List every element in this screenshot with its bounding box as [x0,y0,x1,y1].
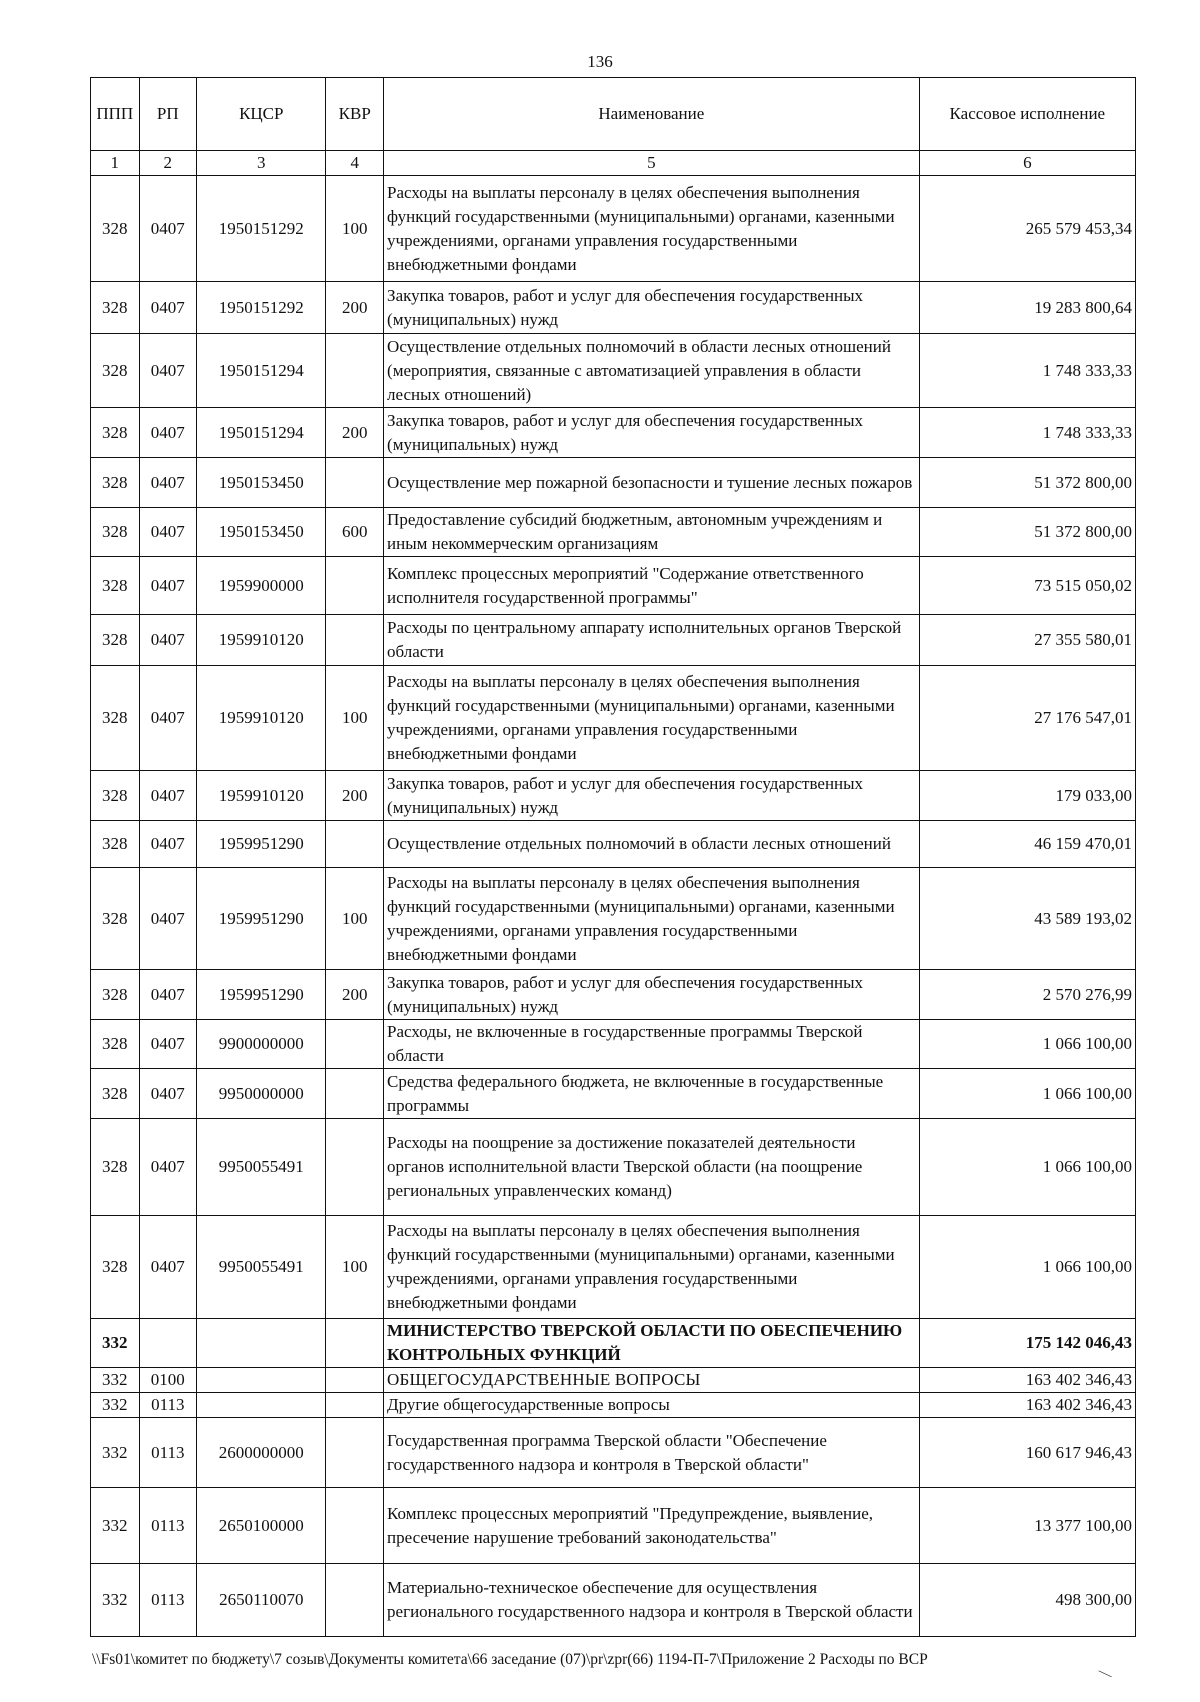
cell-kvr [326,458,384,508]
cell-kcsr: 1950151292 [197,176,326,282]
cell-ppp: 332 [91,1368,140,1393]
table-row [91,771,1136,821]
table-row [91,1216,1136,1319]
cell-rp: 0407 [139,282,197,334]
cell-kcsr: 1959910120 [197,771,326,821]
cell-kcsr: 1959951290 [197,868,326,970]
cell-kvr [326,1020,384,1069]
cell-amount: 19 283 800,64 [919,282,1135,334]
cell-rp: 0407 [139,176,197,282]
header-amount: Кассовое исполнение [919,78,1135,151]
cell-kvr: 200 [326,771,384,821]
cell-kvr [326,1319,384,1368]
cell-amount: 27 176 547,01 [919,666,1135,771]
cell-rp: 0407 [139,666,197,771]
cell-kcsr: 9950055491 [197,1119,326,1216]
column-number-row [91,151,1136,176]
table-row [91,1119,1136,1216]
cell-rp: 0407 [139,408,197,458]
cell-kcsr: 1959951290 [197,970,326,1020]
cell-amount: 1 748 333,33 [919,408,1135,458]
cell-ppp: 328 [91,1119,140,1216]
cell-kcsr [197,1319,326,1368]
cell-rp: 0407 [139,970,197,1020]
table-row [91,176,1136,282]
cell-kvr [326,1393,384,1418]
cell-ppp: 328 [91,408,140,458]
cell-kcsr [197,1393,326,1418]
cell-amount: 179 033,00 [919,771,1135,821]
cell-kcsr: 9950000000 [197,1069,326,1119]
header-rp: РП [139,78,197,151]
header-row [91,78,1136,151]
cell-ppp: 328 [91,868,140,970]
cell-name: Закупка товаров, работ и услуг для обеспечения государственных (муниципальных) нужд [384,282,920,334]
cell-kcsr: 1950153450 [197,458,326,508]
table-row [91,1564,1136,1637]
cell-ppp: 328 [91,1216,140,1319]
cell-rp: 0407 [139,1119,197,1216]
cell-ppp: 332 [91,1564,140,1637]
table-row [91,666,1136,771]
cell-ppp: 332 [91,1488,140,1564]
cell-rp: 0407 [139,1216,197,1319]
cell-kcsr: 1959910120 [197,666,326,771]
table-row [91,508,1136,557]
cell-amount: 163 402 346,43 [919,1393,1135,1418]
cell-rp [139,1319,197,1368]
cell-rp: 0407 [139,1069,197,1119]
cell-rp: 0113 [139,1418,197,1488]
cell-ppp: 328 [91,970,140,1020]
cell-kcsr: 9900000000 [197,1020,326,1069]
table-row [91,1393,1136,1418]
cell-ppp: 332 [91,1393,140,1418]
cell-amount: 2 570 276,99 [919,970,1135,1020]
cell-amount: 1 748 333,33 [919,334,1135,408]
cell-kcsr: 1959951290 [197,821,326,868]
cell-kcsr: 9950055491 [197,1216,326,1319]
cell-name: Другие общегосударственные вопросы [384,1393,920,1418]
cell-kvr [326,1418,384,1488]
cell-rp: 0113 [139,1393,197,1418]
table-row [91,1319,1136,1368]
cell-rp: 0407 [139,334,197,408]
header-kvr: КВР [326,78,384,151]
cell-kvr: 100 [326,666,384,771]
table-row [91,458,1136,508]
cell-name: ОБЩЕГОСУДАРСТВЕННЫЕ ВОПРОСЫ [384,1368,920,1393]
cell-amount: 51 372 800,00 [919,458,1135,508]
cell-ppp: 328 [91,508,140,557]
cell-name: Расходы на выплаты персоналу в целях обеспечения выполнения функций государственными (муниципальными) органами, казенными учреждениями, органами управления государственными внебюджетными фондами [384,176,920,282]
cell-name: Расходы на выплаты персоналу в целях обеспечения выполнения функций государственными (муниципальными) органами, казенными учреждениями, органами управления государственными внебюджетными фондами [384,1216,920,1319]
cell-name: Закупка товаров, работ и услуг для обеспечения государственных (муниципальных) нужд [384,970,920,1020]
table-row [91,615,1136,666]
cell-ppp: 328 [91,334,140,408]
cell-name: Государственная программа Тверской области "Обеспечение государственного надзора и контроля в Тверской области" [384,1418,920,1488]
cell-name: Расходы, не включенные в государственные программы Тверской области [384,1020,920,1069]
cell-kvr: 200 [326,408,384,458]
cell-rp: 0407 [139,508,197,557]
footer-file-path: \\Fs01\комитет по бюджету\7 созыв\Документы комитета\66 заседание (07)\pr\zpr(66) 1194-П-7\Приложение 2 Расходы по ВСР [92,1651,928,1668]
cell-kcsr: 1959900000 [197,557,326,615]
table-row [91,1418,1136,1488]
table-row [91,1488,1136,1564]
cell-rp: 0407 [139,868,197,970]
cell-amount: 1 066 100,00 [919,1020,1135,1069]
cell-name: МИНИСТЕРСТВО ТВЕРСКОЙ ОБЛАСТИ ПО ОБЕСПЕЧЕНИЮ КОНТРОЛЬНЫХ ФУНКЦИЙ [384,1319,920,1368]
cell-kvr: 100 [326,868,384,970]
table-row [91,970,1136,1020]
cell-kcsr: 1950151294 [197,334,326,408]
cell-kvr [326,615,384,666]
cell-kvr [326,1368,384,1393]
cell-amount: 175 142 046,43 [919,1319,1135,1368]
column-number: 2 [139,151,197,176]
cell-amount: 43 589 193,02 [919,868,1135,970]
cell-amount: 46 159 470,01 [919,821,1135,868]
cell-rp: 0407 [139,1020,197,1069]
cell-rp: 0407 [139,615,197,666]
cell-amount: 73 515 050,02 [919,557,1135,615]
cell-amount: 163 402 346,43 [919,1368,1135,1393]
cell-kcsr: 1950151294 [197,408,326,458]
cell-ppp: 328 [91,821,140,868]
table-row [91,557,1136,615]
cell-name: Закупка товаров, работ и услуг для обеспечения государственных (муниципальных) нужд [384,771,920,821]
cell-name: Расходы на выплаты персоналу в целях обеспечения выполнения функций государственными (муниципальными) органами, казенными учреждениями, органами управления государственными внебюджетными фондами [384,868,920,970]
table-row [91,821,1136,868]
table-row [91,1368,1136,1393]
cell-ppp: 328 [91,771,140,821]
cell-kvr: 200 [326,282,384,334]
cell-ppp: 328 [91,176,140,282]
cell-ppp: 328 [91,1069,140,1119]
cell-amount: 265 579 453,34 [919,176,1135,282]
page-number: 136 [587,52,613,71]
cell-kvr [326,334,384,408]
cell-amount: 1 066 100,00 [919,1216,1135,1319]
cell-kvr [326,557,384,615]
cell-kvr: 100 [326,176,384,282]
cell-kcsr: 1950153450 [197,508,326,557]
cell-ppp: 328 [91,615,140,666]
cell-ppp: 328 [91,557,140,615]
cell-rp: 0407 [139,771,197,821]
column-number: 3 [197,151,326,176]
cell-rp: 0407 [139,458,197,508]
cell-amount: 27 355 580,01 [919,615,1135,666]
cell-kvr [326,1069,384,1119]
cell-kvr [326,821,384,868]
column-number: 4 [326,151,384,176]
cell-ppp: 328 [91,1020,140,1069]
cell-amount: 160 617 946,43 [919,1418,1135,1488]
cell-name: Предоставление субсидий бюджетным, автономным учреждениям и иным некоммерческим организациям [384,508,920,557]
cell-kcsr: 2600000000 [197,1418,326,1488]
cell-amount: 498 300,00 [919,1564,1135,1637]
column-number: 5 [384,151,920,176]
cell-name: Расходы по центральному аппарату исполнительных органов Тверской области [384,615,920,666]
column-number: 6 [919,151,1135,176]
cell-kcsr: 2650110070 [197,1564,326,1637]
cell-rp: 0407 [139,821,197,868]
budget-table [90,77,1136,1637]
cell-amount: 1 066 100,00 [919,1119,1135,1216]
table-row [91,408,1136,458]
cell-name: Комплекс процессных мероприятий "Предупреждение, выявление, пресечение нарушение требований законодательства" [384,1488,920,1564]
cell-name: Осуществление отдельных полномочий в области лесных отношений [384,821,920,868]
cell-ppp: 328 [91,666,140,771]
cell-rp: 0100 [139,1368,197,1393]
table-row [91,334,1136,408]
header-ppp: ППП [91,78,140,151]
cell-kvr: 600 [326,508,384,557]
cell-ppp: 332 [91,1319,140,1368]
header-kcsr: КЦСР [197,78,326,151]
table-row [91,282,1136,334]
cell-name: Расходы на поощрение за достижение показателей деятельности органов исполнительной власти Тверской области (на поощрение региональных управленческих команд) [384,1119,920,1216]
cell-amount: 13 377 100,00 [919,1488,1135,1564]
cell-kcsr: 2650100000 [197,1488,326,1564]
cell-kvr [326,1564,384,1637]
cell-kvr [326,1488,384,1564]
cell-kvr [326,1119,384,1216]
column-number: 1 [91,151,140,176]
table-row [91,1069,1136,1119]
cell-name: Материально-техническое обеспечение для осуществления регионального государственного надзора и контроля в Тверской области [384,1564,920,1637]
cell-kcsr: 1959910120 [197,615,326,666]
cell-kcsr [197,1368,326,1393]
cell-amount: 51 372 800,00 [919,508,1135,557]
header-name: Наименование [384,78,920,151]
cell-kvr: 100 [326,1216,384,1319]
cell-rp: 0113 [139,1564,197,1637]
cell-kvr: 200 [326,970,384,1020]
cell-rp: 0113 [139,1488,197,1564]
cell-name: Осуществление отдельных полномочий в области лесных отношений (мероприятия, связанные с автоматизацией управления в области лесных отношений) [384,334,920,408]
cell-name: Средства федерального бюджета, не включенные в государственные программы [384,1069,920,1119]
cell-name: Комплекс процессных мероприятий "Содержание ответственного исполнителя государственной программы" [384,557,920,615]
scan-mark: — [1095,1663,1115,1684]
cell-ppp: 328 [91,458,140,508]
cell-name: Расходы на выплаты персоналу в целях обеспечения выполнения функций государственными (муниципальными) органами, казенными учреждениями, органами управления государственными внебюджетными фондами [384,666,920,771]
cell-amount: 1 066 100,00 [919,1069,1135,1119]
cell-ppp: 328 [91,282,140,334]
cell-name: Осуществление мер пожарной безопасности и тушение лесных пожаров [384,458,920,508]
cell-ppp: 332 [91,1418,140,1488]
table-row [91,868,1136,970]
cell-name: Закупка товаров, работ и услуг для обеспечения государственных (муниципальных) нужд [384,408,920,458]
table-row [91,1020,1136,1069]
cell-kcsr: 1950151292 [197,282,326,334]
cell-rp: 0407 [139,557,197,615]
